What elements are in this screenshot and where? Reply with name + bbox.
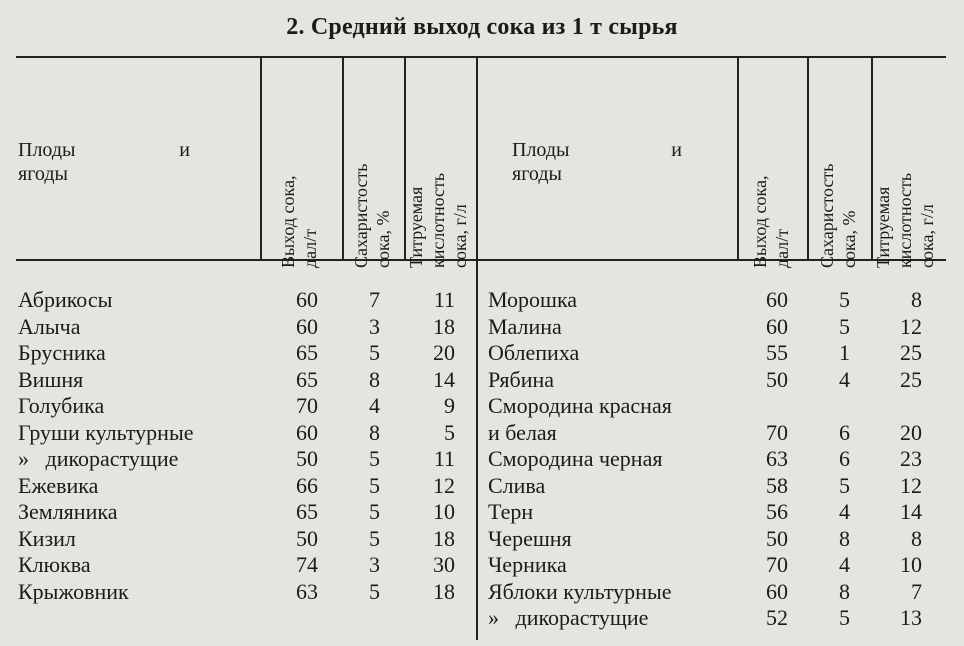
header-fruits-line1: Плоды [18, 139, 76, 161]
table-row [0, 473, 964, 499]
cell-sugar: 5 [839, 472, 850, 498]
cell-sugar: 4 [839, 552, 850, 577]
cell-acid: 25 [900, 366, 922, 392]
cell-yield: 58 [766, 472, 788, 498]
column-header-acid: Титруемая кислотность сока, г/л [406, 172, 470, 268]
cell-fruit-name: Смородина красная [488, 393, 672, 418]
cell-yield: 63 [296, 578, 318, 604]
cell-fruit-name: Морошка [488, 287, 578, 312]
cell-yield: 60 [766, 578, 788, 604]
cell-sugar: 5 [839, 313, 850, 339]
cell-fruit-name: Вишня [18, 366, 84, 392]
cell-acid: 12 [900, 472, 922, 498]
cell-yield: 70 [766, 419, 788, 445]
cell-yield: 50 [766, 366, 788, 392]
cell-sugar: 1 [839, 340, 850, 365]
cell-fruit-name: Облепиха [488, 340, 580, 365]
cell-sugar: 8 [839, 525, 850, 551]
cell-sugar: 4 [839, 366, 850, 392]
header-fruits-line1: Плоды [512, 139, 570, 161]
cell-fruit-name: и белая [488, 419, 557, 445]
table-row [0, 552, 964, 578]
cell-fruit-name: Смородина черная [488, 446, 663, 471]
column-header-yield: Выход сока, дал/т [278, 175, 320, 268]
cell-sugar: 5 [369, 340, 380, 365]
header-fruits-and: и [671, 139, 682, 161]
table-title: 2. Средний выход сока из 1 т сырья [286, 14, 678, 40]
cell-acid: 18 [433, 313, 455, 339]
column-header-acid-right: Титруемая кислотность сока, г/л [873, 172, 937, 268]
table-row [0, 605, 964, 631]
table-row [0, 287, 964, 313]
column-header-fruits [18, 138, 190, 186]
cell-fruit-name: Абрикосы [18, 287, 113, 312]
column-header-yield-right: Выход сока, дал/т [750, 175, 792, 268]
cell-yield: 50 [296, 446, 318, 471]
cell-fruit-name: Алыча [18, 313, 81, 339]
cell-fruit-name: Клюква [18, 552, 91, 577]
table-row [0, 393, 964, 419]
header-fruits-line2: ягоды [18, 163, 68, 185]
cell-sugar: 5 [839, 605, 850, 630]
cell-acid: 30 [433, 552, 455, 577]
cell-yield: 60 [766, 287, 788, 312]
cell-sugar: 5 [369, 525, 380, 551]
cell-acid: 7 [911, 578, 922, 604]
cell-fruit-name: » дикорастущие [488, 605, 649, 630]
column-header-fruits-right [512, 138, 682, 186]
cell-fruit-name: Черешня [488, 525, 572, 551]
cell-acid: 8 [911, 525, 922, 551]
cell-fruit-name: Яблоки культурные [488, 578, 672, 604]
cell-yield: 65 [296, 340, 318, 365]
cell-yield: 56 [766, 499, 788, 524]
header-divider [737, 58, 739, 259]
cell-yield: 52 [766, 605, 788, 630]
cell-yield: 63 [766, 446, 788, 471]
cell-acid: 25 [900, 340, 922, 365]
table-row [0, 526, 964, 552]
cell-sugar: 5 [839, 287, 850, 312]
cell-yield: 65 [296, 499, 318, 524]
cell-acid: 20 [900, 419, 922, 445]
cell-sugar: 3 [369, 552, 380, 577]
cell-yield: 60 [296, 287, 318, 312]
cell-fruit-name: Земляника [18, 499, 118, 524]
cell-yield: 60 [766, 313, 788, 339]
cell-fruit-name: Кизил [18, 525, 76, 551]
cell-yield: 50 [296, 525, 318, 551]
cell-sugar: 4 [369, 393, 380, 418]
table-row [0, 579, 964, 605]
header-fruits-line2: ягоды [512, 163, 562, 185]
cell-sugar: 8 [369, 366, 380, 392]
cell-sugar: 5 [369, 446, 380, 471]
cell-sugar: 8 [369, 419, 380, 445]
cell-sugar: 4 [839, 499, 850, 524]
cell-acid: 12 [433, 472, 455, 498]
cell-yield: 60 [296, 313, 318, 339]
cell-yield: 66 [296, 472, 318, 498]
cell-acid: 18 [433, 578, 455, 604]
cell-fruit-name: Терн [488, 499, 534, 524]
cell-fruit-name: Брусника [18, 340, 106, 365]
table-row [0, 420, 964, 446]
cell-acid: 14 [900, 499, 922, 524]
cell-yield: 70 [296, 393, 318, 418]
header-divider [476, 58, 478, 259]
cell-fruit-name: Слива [488, 472, 546, 498]
header-divider [807, 58, 809, 259]
cell-acid: 14 [433, 366, 455, 392]
cell-sugar: 6 [839, 419, 850, 445]
cell-fruit-name: Малина [488, 313, 562, 339]
cell-yield: 70 [766, 552, 788, 577]
cell-acid: 11 [433, 287, 455, 312]
table-row [0, 446, 964, 472]
cell-yield: 55 [766, 340, 788, 365]
cell-acid: 12 [900, 313, 922, 339]
cell-sugar: 6 [839, 446, 850, 471]
cell-sugar: 3 [369, 313, 380, 339]
cell-fruit-name: » дикорастущие [18, 446, 179, 471]
cell-fruit-name: Крыжовник [18, 578, 129, 604]
cell-acid: 8 [911, 287, 922, 312]
header-bottom-rule [16, 259, 946, 261]
table-row [0, 314, 964, 340]
table-row [0, 499, 964, 525]
cell-yield: 65 [296, 366, 318, 392]
cell-fruit-name: Ежевика [18, 472, 99, 498]
cell-sugar: 7 [369, 287, 380, 312]
cell-acid: 10 [900, 552, 922, 577]
header-divider [260, 58, 262, 259]
column-header-sugar-right: Сахаристость сока, % [817, 163, 859, 268]
cell-acid: 23 [900, 446, 922, 471]
table-row [0, 367, 964, 393]
cell-sugar: 8 [839, 578, 850, 604]
cell-yield: 74 [296, 552, 318, 577]
cell-sugar: 5 [369, 472, 380, 498]
table-row [0, 340, 964, 366]
cell-acid: 13 [900, 605, 922, 630]
cell-sugar: 5 [369, 499, 380, 524]
cell-fruit-name: Груши культурные [18, 419, 194, 445]
cell-acid: 18 [433, 525, 455, 551]
cell-yield: 50 [766, 525, 788, 551]
cell-acid: 9 [444, 393, 455, 418]
column-header-sugar: Сахаристость сока, % [351, 163, 393, 268]
cell-yield: 60 [296, 419, 318, 445]
header-divider [342, 58, 344, 259]
cell-acid: 10 [433, 499, 455, 524]
cell-fruit-name: Черника [488, 552, 567, 577]
header-fruits-and: и [179, 139, 190, 161]
cell-sugar: 5 [369, 578, 380, 604]
cell-acid: 5 [444, 419, 455, 445]
cell-acid: 20 [433, 340, 455, 365]
cell-fruit-name: Голубика [18, 393, 105, 418]
cell-acid: 11 [433, 446, 455, 471]
cell-fruit-name: Рябина [488, 366, 555, 392]
